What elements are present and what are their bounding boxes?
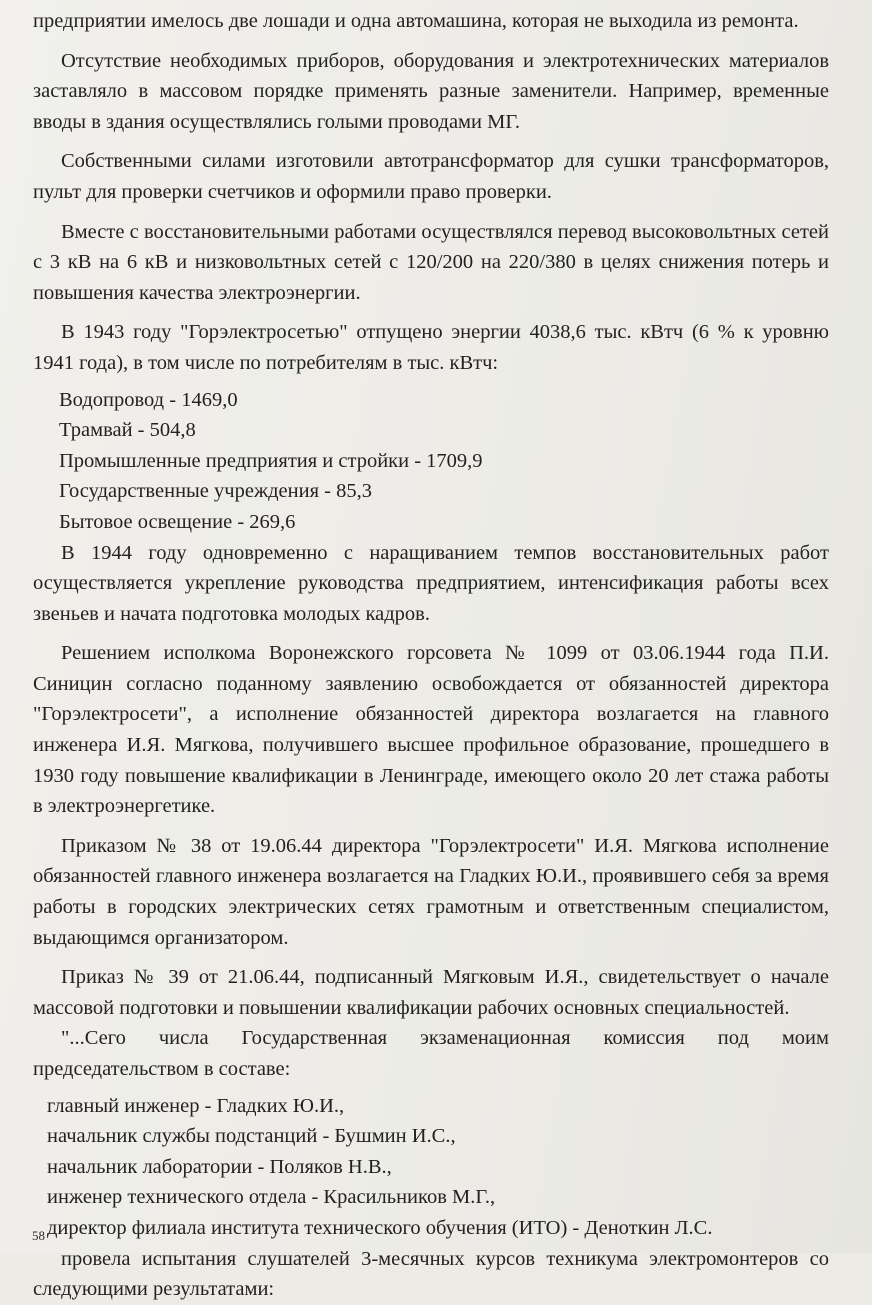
consumer-list <box>33 385 829 538</box>
paragraph: Решением исполкома Воронежского горсовета № 1099 от 03.06.1944 года П.И. Синицин согласно поданному заявлению освобождается от обязанностей директора "Горэлектросети", а исполнение обязанностей директора возлагается на главного инженера И.Я. Мягкова, получившего высшее профильное образование, прошедшего в 1930 году повышение квалификации в Ленинграде, имеющего около 20 лет стажа работы в электроэнергетике. <box>33 642 829 818</box>
paragraph: провела испытания слушателей 3-месячных курсов техникума электромонтеров со следующими результатами: <box>33 1247 829 1301</box>
list-item: Государственные учреждения - 85,3 <box>59 480 372 503</box>
paragraph: В 1943 году "Горэлектросетью" отпущено энергии 4038,6 тыс. кВтч (6 % к уровню 1941 года), в том числе по потребителям в тыс. кВтч: <box>33 321 829 374</box>
list-item: начальник лаборатории - Поляков Н.В., <box>47 1155 392 1178</box>
list-item: Промышленные предприятия и стройки - 1709,9 <box>59 449 483 472</box>
paragraph: "...Сего числа Государственная экзаменационная комиссия под моим председательством в составе: <box>33 1027 829 1080</box>
list-item: Трамвай - 504,8 <box>59 419 196 442</box>
list-item: начальник службы подстанций - Бушмин И.С., <box>47 1125 456 1148</box>
list-item: директор филиала института технического обучения (ИТО) - Деноткин Л.С. <box>47 1216 713 1239</box>
paragraph: В 1944 году одновременно с наращиванием темпов восстановительных работ осуществляется укрепление руководства предприятием, интенсификация работы всех звеньев и начата подготовка молодых кадров. <box>33 541 829 625</box>
paragraph: Собственными силами изготовили автотрансформатор для сушки трансформаторов, пульт для проверки счетчиков и оформили право проверки. <box>33 150 829 203</box>
list-item: инженер технического отдела - Красильников М.Г., <box>47 1186 496 1209</box>
paragraph: Приказом № 38 от 19.06.44 директора "Горэлектросети" И.Я. Мягкова исполнение обязанностей главного инженера возлагается на Гладких Ю.И., проявившего себя за время работы в городских электрических сетях грамотным и ответственным специалистом, выдающимся организатором. <box>33 834 829 949</box>
paragraph: Отсутствие необходимых приборов, оборудования и электротехнических материалов заставляло в массовом порядке применять разные заменители. Например, временные вводы в здания осуществлялись голыми проводами МГ. <box>33 49 829 133</box>
list-item: Бытовое освещение - 269,6 <box>59 510 296 533</box>
paragraph: предприятии имелось две лошади и одна автомашина, которая не выходила из ремонта. <box>33 10 799 32</box>
paragraph: Вместе с восстановительными работами осуществлялся перевод высоковольтных сетей с 3 кВ на 6 кВ и низковольтных сетей с 120/200 на 220/380 в целях снижения потерь и повышения качества электроэнергии. <box>33 220 829 304</box>
list-item: Водопровод - 1469,0 <box>59 388 238 411</box>
body-text <box>33 0 829 1305</box>
paragraph: Приказ № 39 от 21.06.44, подписанный Мягковым И.Я., свидетельствует о начале массовой подготовки и повышении квалификации рабочих основных специальностей. <box>33 966 829 1019</box>
list-item: главный инженер - Гладких Ю.И., <box>47 1094 345 1117</box>
commission-list <box>33 1091 829 1244</box>
page-number: 58 <box>32 1228 45 1243</box>
